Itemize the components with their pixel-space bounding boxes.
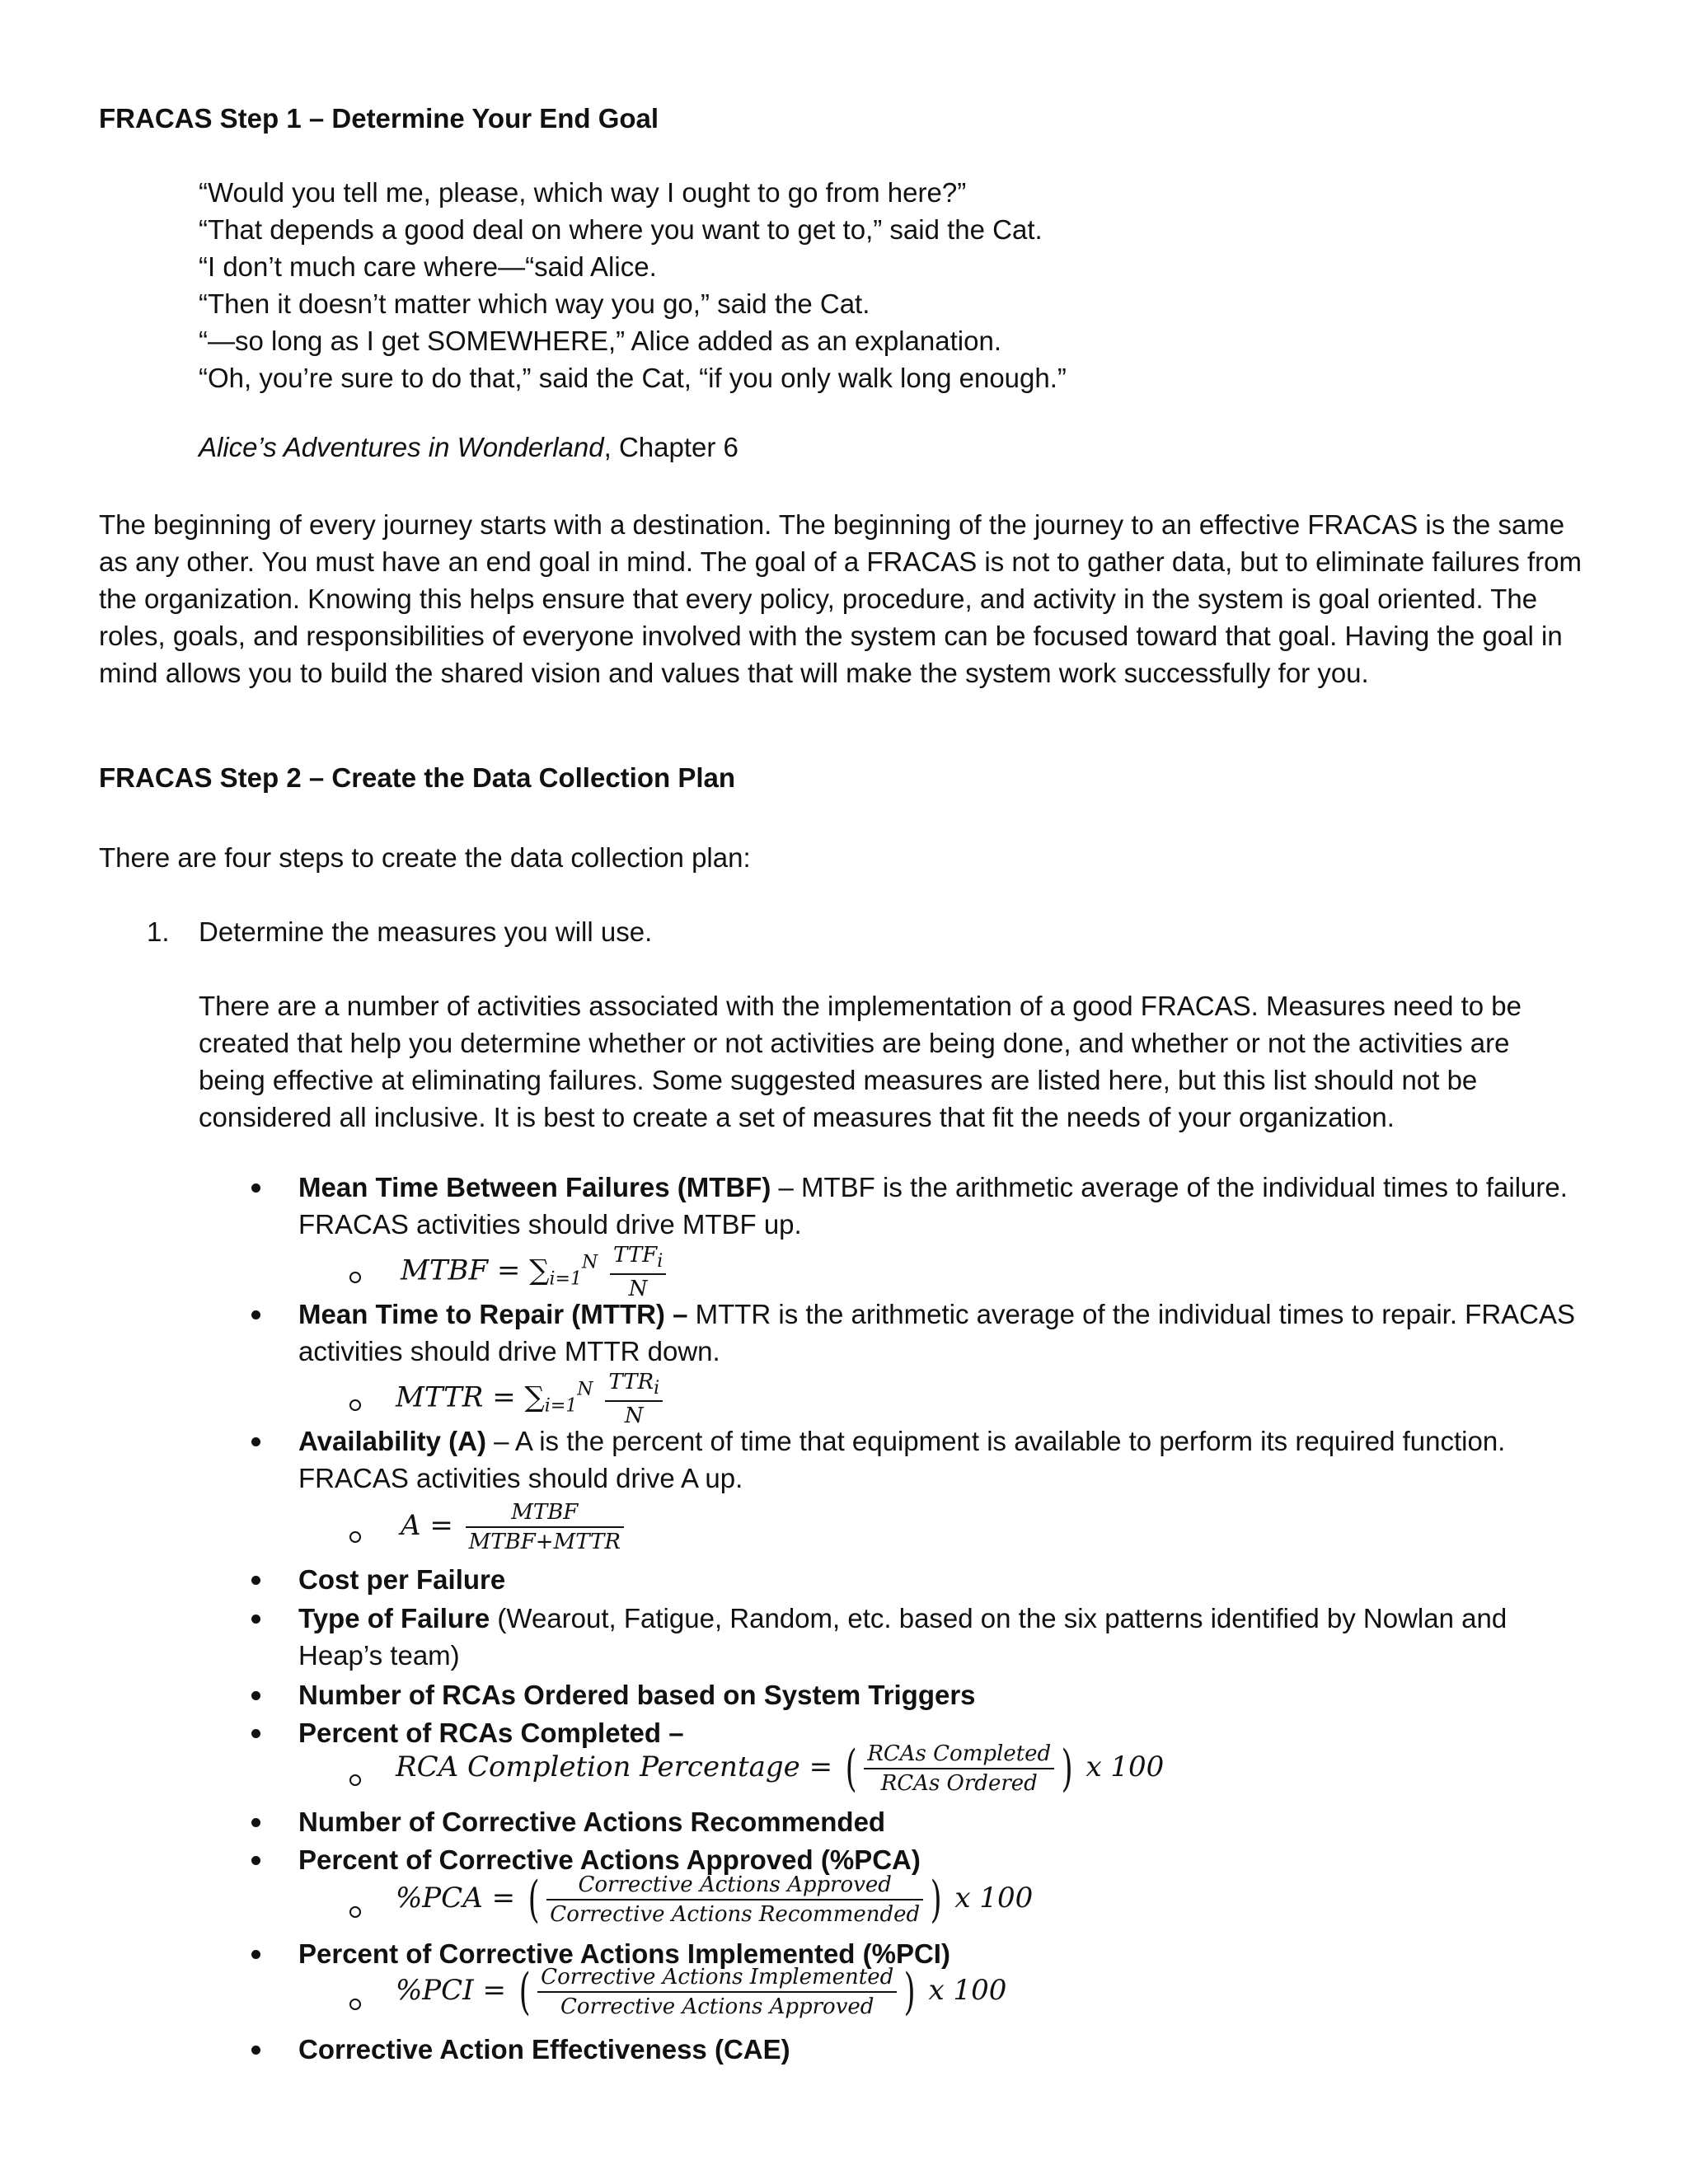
bullet-icon bbox=[248, 1434, 265, 1451]
formula-lhs: A bbox=[401, 1509, 421, 1542]
formula-fraction: $\frac{TTF_i}{N}$ bbox=[610, 1243, 666, 1301]
sum-lower: i=1 bbox=[544, 1395, 578, 1417]
alice-quote bbox=[199, 174, 1270, 396]
bullet-icon bbox=[248, 1726, 265, 1742]
times-100: x 100 bbox=[928, 1974, 1007, 2007]
step2-intro: There are four steps to create the data collection plan: bbox=[99, 842, 751, 873]
formula-mtbf: MTBF = $\sum_{i=1}^N$ $\frac{TTF_i}{N}$ bbox=[401, 1243, 669, 1301]
bullet-icon bbox=[248, 1611, 265, 1628]
measure-desc: – A is the percent of time that equipment is available to perform its required function. FRACAS activities should drive A up. bbox=[298, 1426, 1506, 1493]
bullet-icon bbox=[248, 2042, 265, 2059]
measure-title: Percent of Corrective Actions Implemented (%PCI) bbox=[298, 1938, 950, 1969]
citation-title: Alice’s Adventures in Wonderland bbox=[199, 432, 604, 462]
measure-type bbox=[298, 1600, 1584, 1674]
measures-paragraph: There are a number of activities associated with the implementation of a good FRACAS. Measures need to be created that help you determine whether or not activities are being done, and whether or not the activities are being effective at eliminating failures. Some suggested measures are listed here, but this list should not be considered all inclusive. It is best to create a set of measures that fit the needs of your organization. bbox=[199, 991, 1522, 1132]
bullet-icon bbox=[248, 1180, 265, 1197]
formula-availability: A = $\frac{\text{MTBF}}{\text{MTBF+MTTR}}$ bbox=[401, 1500, 627, 1554]
measure-title: Percent of Corrective Actions Approved (%PCA) bbox=[298, 1844, 921, 1875]
formula-lhs: %PCI bbox=[396, 1974, 474, 2007]
quote-line: “Would you tell me, please, which way I ought to go from here?” bbox=[199, 177, 967, 208]
formula-mttr: MTTR = $\sum_{i=1}^N$ $\frac{TTR_i}{N}$ bbox=[396, 1370, 666, 1428]
sub-bullet-icon bbox=[347, 1269, 363, 1286]
formula-lhs: MTTR bbox=[396, 1380, 484, 1414]
sum-upper: N bbox=[577, 1379, 593, 1400]
measure-rcas-ordered bbox=[298, 1676, 1584, 1713]
times-100: x 100 bbox=[1085, 1750, 1165, 1783]
bullet-icon bbox=[248, 1572, 265, 1589]
step1-heading: FRACAS Step 1 – Determine Your End Goal bbox=[99, 103, 659, 134]
step1-paragraph: The beginning of every journey starts with a destination. The beginning of the journey to an effective FRACAS is the same as any other. You must have an end goal in mind. The goal of a FRACAS is not to gather data, but to eliminate failures from the organization. Knowing this helps ensure that every policy, procedure, and activity in the system is goal oriented. The roles, goals, and responsibilities of everyone involved with the system can be focused toward that goal. Having the goal in mind allows you to build the shared vision and values that will make the system work successfully for you. bbox=[99, 509, 1582, 688]
quote-line: “—so long as I get SOMEWHERE,” Alice added as an explanation. bbox=[199, 326, 1001, 356]
sub-bullet-icon bbox=[347, 1772, 363, 1788]
bullet-icon bbox=[248, 1815, 265, 1831]
measure-cost bbox=[298, 1561, 1584, 1598]
measure-title: Mean Time Between Failures (MTBF) bbox=[298, 1172, 771, 1202]
measure-title: Number of Corrective Actions Recommended bbox=[298, 1807, 886, 1837]
formula-fraction: $\frac{\text{RCAs Completed}}{\text{RCAs Ordered}}$ bbox=[864, 1741, 1054, 1796]
measure-availability bbox=[298, 1422, 1584, 1497]
bullet-icon bbox=[248, 1688, 265, 1704]
measure-mtbf bbox=[298, 1169, 1584, 1243]
measure-desc: MTTR is the arithmetic average of the individual times to repair. FRACAS activities should drive MTTR down. bbox=[298, 1299, 1576, 1366]
formula-fraction: $\frac{\text{Corrective Actions Implemented}}{\text{Corrective Actions Approved}}$ bbox=[537, 1965, 897, 2019]
sub-bullet-icon bbox=[347, 1904, 363, 1920]
measure-desc: – MTBF is the arithmetic average of the individual times to failure. FRACAS activities should drive MTBF up. bbox=[298, 1172, 1568, 1240]
quote-line: “I don’t much care where—“said Alice. bbox=[199, 251, 657, 282]
measure-title: Mean Time to Repair (MTTR) – bbox=[298, 1299, 688, 1329]
formula-lhs: %PCA bbox=[396, 1882, 483, 1915]
measure-title: Availability (A) bbox=[298, 1426, 486, 1456]
bullet-icon bbox=[248, 1853, 265, 1869]
measure-title: Cost per Failure bbox=[298, 1564, 506, 1595]
list-number: 1. bbox=[147, 916, 170, 947]
formula-rca: RCA Completion Percentage = ( $\frac{\text{RCAs Completed}}{\text{RCAs Ordered}}$ ) x 100 bbox=[396, 1740, 1165, 1797]
bullet-icon bbox=[248, 1947, 265, 1963]
measure-title: Corrective Action Effectiveness (CAE) bbox=[298, 2034, 790, 2064]
quote-line: “That depends a good deal on where you want to get to,” said the Cat. bbox=[199, 214, 1043, 245]
measure-title: Type of Failure bbox=[298, 1603, 490, 1633]
quote-line: “Then it doesn’t matter which way you go,” said the Cat. bbox=[199, 288, 870, 319]
sum-lower: i=1 bbox=[549, 1268, 582, 1290]
measure-ca-recommended bbox=[298, 1803, 1584, 1840]
measure-title: Number of RCAs Ordered based on System Triggers bbox=[298, 1680, 976, 1710]
formula-fraction: $\frac{TTR_i}{N}$ bbox=[605, 1370, 663, 1428]
citation-chapter: , Chapter 6 bbox=[603, 432, 738, 462]
formula-lhs: RCA Completion Percentage bbox=[396, 1750, 800, 1783]
formula-pci: %PCI = ( $\frac{\text{Corrective Actions Implemented}}{\text{Corrective Actions Approved}}$ ) x 100 bbox=[396, 1963, 1007, 2021]
measure-mttr bbox=[298, 1296, 1584, 1370]
measure-title: Percent of RCAs Completed – bbox=[298, 1718, 684, 1748]
sub-bullet-icon bbox=[347, 1529, 363, 1545]
times-100: x 100 bbox=[954, 1882, 1034, 1915]
list-item-text: Determine the measures you will use. bbox=[199, 916, 653, 947]
step2-heading: FRACAS Step 2 – Create the Data Collection Plan bbox=[99, 762, 736, 793]
quote-line: “Oh, you’re sure to do that,” said the Cat, “if you only walk long enough.” bbox=[199, 363, 1067, 393]
quote-citation bbox=[199, 432, 738, 463]
measure-desc: (Wearout, Fatigue, Random, etc. based on the six patterns identified by Nowlan and Heap’s team) bbox=[298, 1603, 1507, 1671]
formula-lhs: MTBF bbox=[401, 1254, 489, 1287]
formula-fraction: $\frac{\text{MTBF}}{\text{MTBF+MTTR}}$ bbox=[466, 1500, 624, 1554]
formula-pca: %PCA = ( $\frac{\text{Corrective Actions Approved}}{\text{Corrective Actions Recommended}}$ ) x 100 bbox=[396, 1871, 1034, 1929]
measure-cae bbox=[298, 2031, 1584, 2068]
sum-upper: N bbox=[581, 1252, 598, 1273]
bullet-icon bbox=[248, 1307, 265, 1324]
formula-fraction: $\frac{\text{Corrective Actions Approved}}{\text{Corrective Actions Recommended}}$ bbox=[546, 1872, 923, 1927]
sub-bullet-icon bbox=[347, 1397, 363, 1413]
sub-bullet-icon bbox=[347, 1996, 363, 2013]
